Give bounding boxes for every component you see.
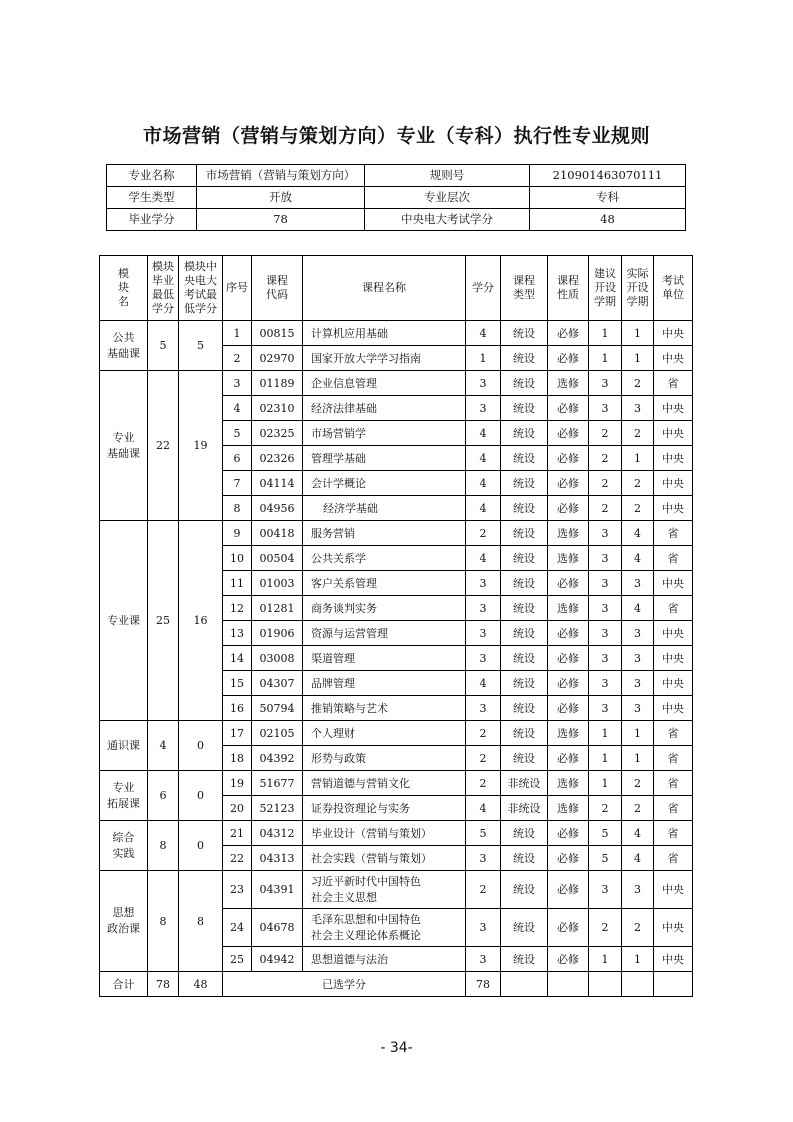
course-seq: 22 xyxy=(223,846,252,871)
course-actual-term: 1 xyxy=(622,746,654,771)
course-seq: 5 xyxy=(223,421,252,446)
course-exam-unit: 省 xyxy=(654,596,693,621)
course-code: 02325 xyxy=(252,421,303,446)
course-name: 会计学概论 xyxy=(303,471,466,496)
header-type: 课程 类型 xyxy=(501,256,548,321)
course-exam-unit: 省 xyxy=(654,546,693,571)
course-seq: 3 xyxy=(223,371,252,396)
course-suggest-term: 2 xyxy=(589,796,622,821)
course-actual-term: 3 xyxy=(622,621,654,646)
module-central-credit: 19 xyxy=(179,371,223,521)
course-actual-term: 4 xyxy=(622,546,654,571)
course-type: 非统设 xyxy=(501,771,548,796)
course-suggest-term: 3 xyxy=(589,646,622,671)
info-label: 中央电大考试学分 xyxy=(365,209,530,231)
header-code: 课程 代码 xyxy=(252,256,303,321)
course-name: 服务营销 xyxy=(303,521,466,546)
course-name: 思想道德与法治 xyxy=(303,947,466,972)
total-row xyxy=(100,972,693,997)
course-actual-term: 3 xyxy=(622,671,654,696)
course-nature: 选修 xyxy=(548,771,589,796)
course-exam-unit: 中央 xyxy=(654,446,693,471)
course-exam-unit: 中央 xyxy=(654,909,693,947)
header-min-credit: 模块 毕业 最低 学分 xyxy=(148,256,179,321)
info-label: 毕业学分 xyxy=(107,209,197,231)
module-name: 专业 基础课 xyxy=(100,371,148,521)
course-code: 04313 xyxy=(252,846,303,871)
course-seq: 21 xyxy=(223,821,252,846)
course-nature: 必修 xyxy=(548,346,589,371)
course-seq: 7 xyxy=(223,471,252,496)
course-code: 04678 xyxy=(252,909,303,947)
course-nature: 必修 xyxy=(548,671,589,696)
module-min-credit: 25 xyxy=(148,521,179,721)
course-seq: 23 xyxy=(223,871,252,909)
module-central-credit: 0 xyxy=(179,721,223,771)
info-value: 市场营销（营销与策划方向） xyxy=(197,165,365,187)
table-row xyxy=(100,521,693,546)
course-exam-unit: 省 xyxy=(654,371,693,396)
info-row-3 xyxy=(107,209,686,231)
course-exam-unit: 省 xyxy=(654,746,693,771)
course-nature: 必修 xyxy=(548,696,589,721)
course-actual-term: 2 xyxy=(622,496,654,521)
course-suggest-term: 1 xyxy=(589,746,622,771)
course-type: 统设 xyxy=(501,496,548,521)
course-name: 品牌管理 xyxy=(303,671,466,696)
course-nature: 必修 xyxy=(548,846,589,871)
course-table xyxy=(99,255,693,997)
course-credit: 4 xyxy=(466,421,501,446)
course-credit: 3 xyxy=(466,371,501,396)
course-actual-term: 3 xyxy=(622,696,654,721)
course-credit: 4 xyxy=(466,546,501,571)
header-credit: 学分 xyxy=(466,256,501,321)
course-seq: 1 xyxy=(223,321,252,346)
course-suggest-term: 1 xyxy=(589,947,622,972)
course-credit: 4 xyxy=(466,446,501,471)
course-actual-term: 4 xyxy=(622,596,654,621)
empty-cell xyxy=(589,972,622,997)
course-code: 02310 xyxy=(252,396,303,421)
course-suggest-term: 2 xyxy=(589,446,622,471)
course-name: 毛泽东思想和中国特色 社会主义理论体系概论 xyxy=(303,909,466,947)
course-nature: 选修 xyxy=(548,371,589,396)
course-nature: 必修 xyxy=(548,646,589,671)
course-seq: 8 xyxy=(223,496,252,521)
course-name: 推销策略与艺术 xyxy=(303,696,466,721)
course-nature: 必修 xyxy=(548,621,589,646)
module-name: 通识课 xyxy=(100,721,148,771)
course-nature: 必修 xyxy=(548,471,589,496)
module-min-credit: 8 xyxy=(148,821,179,871)
module-min-credit: 6 xyxy=(148,771,179,821)
course-exam-unit: 中央 xyxy=(654,871,693,909)
course-exam-unit: 中央 xyxy=(654,621,693,646)
module-central-credit: 0 xyxy=(179,821,223,871)
course-actual-term: 1 xyxy=(622,721,654,746)
course-name: 企业信息管理 xyxy=(303,371,466,396)
course-actual-term: 2 xyxy=(622,796,654,821)
course-type: 统设 xyxy=(501,571,548,596)
course-credit: 2 xyxy=(466,746,501,771)
module-central-credit: 5 xyxy=(179,321,223,371)
course-code: 01906 xyxy=(252,621,303,646)
course-code: 04956 xyxy=(252,496,303,521)
course-exam-unit: 省 xyxy=(654,771,693,796)
info-row-1 xyxy=(107,165,686,187)
course-suggest-term: 2 xyxy=(589,909,622,947)
course-actual-term: 3 xyxy=(622,646,654,671)
course-exam-unit: 中央 xyxy=(654,947,693,972)
total-central-credit: 48 xyxy=(179,972,223,997)
table-header-row xyxy=(100,256,693,321)
course-type: 统设 xyxy=(501,821,548,846)
course-type: 统设 xyxy=(501,696,548,721)
info-label: 专业名称 xyxy=(107,165,197,187)
course-name: 国家开放大学学习指南 xyxy=(303,346,466,371)
module-central-credit: 0 xyxy=(179,771,223,821)
course-credit: 3 xyxy=(466,696,501,721)
course-suggest-term: 2 xyxy=(589,421,622,446)
course-exam-unit: 中央 xyxy=(654,321,693,346)
course-suggest-term: 1 xyxy=(589,771,622,796)
course-name: 经济学基础 xyxy=(303,496,466,521)
table-row xyxy=(100,771,693,796)
course-actual-term: 2 xyxy=(622,471,654,496)
course-name: 公共关系学 xyxy=(303,546,466,571)
course-code: 01189 xyxy=(252,371,303,396)
module-min-credit: 4 xyxy=(148,721,179,771)
program-info-table xyxy=(106,164,686,231)
course-credit: 4 xyxy=(466,496,501,521)
course-nature: 选修 xyxy=(548,596,589,621)
course-type: 统设 xyxy=(501,746,548,771)
course-actual-term: 3 xyxy=(622,571,654,596)
course-code: 00504 xyxy=(252,546,303,571)
course-suggest-term: 3 xyxy=(589,596,622,621)
empty-cell xyxy=(622,972,654,997)
selected-credit-label: 已选学分 xyxy=(223,972,466,997)
info-value: 78 xyxy=(197,209,365,231)
course-nature: 必修 xyxy=(548,496,589,521)
info-row-2 xyxy=(107,187,686,209)
empty-cell xyxy=(654,972,693,997)
course-type: 统设 xyxy=(501,446,548,471)
course-exam-unit: 中央 xyxy=(654,346,693,371)
total-label: 合计 xyxy=(100,972,148,997)
course-code: 52123 xyxy=(252,796,303,821)
course-type: 统设 xyxy=(501,371,548,396)
course-seq: 6 xyxy=(223,446,252,471)
course-code: 04114 xyxy=(252,471,303,496)
course-code: 51677 xyxy=(252,771,303,796)
course-nature: 选修 xyxy=(548,796,589,821)
course-credit: 4 xyxy=(466,671,501,696)
course-type: 统设 xyxy=(501,346,548,371)
course-actual-term: 3 xyxy=(622,871,654,909)
course-actual-term: 2 xyxy=(622,371,654,396)
course-exam-unit: 省 xyxy=(654,721,693,746)
course-credit: 2 xyxy=(466,871,501,909)
course-type: 统设 xyxy=(501,947,548,972)
info-label: 专业层次 xyxy=(365,187,530,209)
course-nature: 选修 xyxy=(548,721,589,746)
course-nature: 必修 xyxy=(548,571,589,596)
course-type: 统设 xyxy=(501,396,548,421)
course-nature: 必修 xyxy=(548,746,589,771)
course-seq: 15 xyxy=(223,671,252,696)
course-code: 04312 xyxy=(252,821,303,846)
course-suggest-term: 1 xyxy=(589,721,622,746)
course-nature: 选修 xyxy=(548,521,589,546)
course-actual-term: 1 xyxy=(622,947,654,972)
module-min-credit: 22 xyxy=(148,371,179,521)
course-exam-unit: 中央 xyxy=(654,696,693,721)
course-type: 统设 xyxy=(501,546,548,571)
course-name: 经济法律基础 xyxy=(303,396,466,421)
course-credit: 3 xyxy=(466,571,501,596)
course-name: 资源与运营管理 xyxy=(303,621,466,646)
course-credit: 2 xyxy=(466,521,501,546)
course-code: 00418 xyxy=(252,521,303,546)
course-name: 市场营销学 xyxy=(303,421,466,446)
course-seq: 4 xyxy=(223,396,252,421)
course-suggest-term: 3 xyxy=(589,621,622,646)
module-name: 思想 政治课 xyxy=(100,871,148,972)
course-seq: 16 xyxy=(223,696,252,721)
course-code: 04391 xyxy=(252,871,303,909)
course-credit: 2 xyxy=(466,771,501,796)
course-nature: 选修 xyxy=(548,546,589,571)
course-type: 统设 xyxy=(501,521,548,546)
course-code: 01281 xyxy=(252,596,303,621)
course-name: 商务谈判实务 xyxy=(303,596,466,621)
course-name: 渠道管理 xyxy=(303,646,466,671)
course-exam-unit: 省 xyxy=(654,521,693,546)
course-suggest-term: 3 xyxy=(589,546,622,571)
course-credit: 4 xyxy=(466,321,501,346)
module-min-credit: 5 xyxy=(148,321,179,371)
course-suggest-term: 5 xyxy=(589,846,622,871)
course-exam-unit: 中央 xyxy=(654,421,693,446)
module-name: 综合 实践 xyxy=(100,821,148,871)
course-name: 证券投资理论与实务 xyxy=(303,796,466,821)
course-name: 客户关系管理 xyxy=(303,571,466,596)
course-code: 50794 xyxy=(252,696,303,721)
course-exam-unit: 省 xyxy=(654,821,693,846)
info-label: 规则号 xyxy=(365,165,530,187)
course-actual-term: 1 xyxy=(622,321,654,346)
course-type: 统设 xyxy=(501,596,548,621)
course-name: 计算机应用基础 xyxy=(303,321,466,346)
table-row xyxy=(100,321,693,346)
course-exam-unit: 中央 xyxy=(654,471,693,496)
info-value: 48 xyxy=(530,209,686,231)
course-credit: 3 xyxy=(466,909,501,947)
course-actual-term: 1 xyxy=(622,346,654,371)
total-selected-credit: 78 xyxy=(466,972,501,997)
course-code: 02970 xyxy=(252,346,303,371)
header-actual: 实际 开设 学期 xyxy=(622,256,654,321)
table-row xyxy=(100,871,693,909)
course-suggest-term: 3 xyxy=(589,571,622,596)
course-credit: 4 xyxy=(466,796,501,821)
course-credit: 3 xyxy=(466,947,501,972)
course-suggest-term: 3 xyxy=(589,671,622,696)
course-credit: 3 xyxy=(466,846,501,871)
course-actual-term: 2 xyxy=(622,909,654,947)
course-nature: 必修 xyxy=(548,421,589,446)
course-actual-term: 1 xyxy=(622,446,654,471)
course-actual-term: 2 xyxy=(622,421,654,446)
module-min-credit: 8 xyxy=(148,871,179,972)
module-name: 专业 拓展课 xyxy=(100,771,148,821)
course-name: 个人理财 xyxy=(303,721,466,746)
course-seq: 9 xyxy=(223,521,252,546)
empty-cell xyxy=(548,972,589,997)
course-code: 03008 xyxy=(252,646,303,671)
course-seq: 12 xyxy=(223,596,252,621)
course-name: 社会实践（营销与策划） xyxy=(303,846,466,871)
module-central-credit: 8 xyxy=(179,871,223,972)
course-nature: 必修 xyxy=(548,909,589,947)
course-seq: 17 xyxy=(223,721,252,746)
header-name: 课程名称 xyxy=(303,256,466,321)
course-type: 统设 xyxy=(501,621,548,646)
course-actual-term: 3 xyxy=(622,396,654,421)
course-type: 统设 xyxy=(501,846,548,871)
course-seq: 13 xyxy=(223,621,252,646)
header-nature: 课程 性质 xyxy=(548,256,589,321)
course-code: 04307 xyxy=(252,671,303,696)
course-credit: 3 xyxy=(466,621,501,646)
course-actual-term: 4 xyxy=(622,521,654,546)
course-suggest-term: 2 xyxy=(589,496,622,521)
course-suggest-term: 3 xyxy=(589,396,622,421)
module-name: 专业课 xyxy=(100,521,148,721)
course-seq: 14 xyxy=(223,646,252,671)
course-credit: 3 xyxy=(466,596,501,621)
course-seq: 18 xyxy=(223,746,252,771)
course-name: 管理学基础 xyxy=(303,446,466,471)
header-module: 模 块 名 xyxy=(100,256,148,321)
course-seq: 2 xyxy=(223,346,252,371)
table-row xyxy=(100,821,693,846)
header-central-min: 模块中 央电大 考试最 低学分 xyxy=(179,256,223,321)
course-nature: 必修 xyxy=(548,871,589,909)
course-suggest-term: 3 xyxy=(589,521,622,546)
course-seq: 10 xyxy=(223,546,252,571)
course-exam-unit: 中央 xyxy=(654,396,693,421)
page-title: 市场营销（营销与策划方向）专业（专科）执行性专业规则 xyxy=(142,125,650,147)
course-suggest-term: 3 xyxy=(589,871,622,909)
info-value: 开放 xyxy=(197,187,365,209)
total-min-credit: 78 xyxy=(148,972,179,997)
course-type: 统设 xyxy=(501,909,548,947)
course-credit: 1 xyxy=(466,346,501,371)
module-central-credit: 16 xyxy=(179,521,223,721)
info-value: 专科 xyxy=(530,187,686,209)
course-code: 04942 xyxy=(252,947,303,972)
header-unit: 考试 单位 xyxy=(654,256,693,321)
header-seq: 序号 xyxy=(223,256,252,321)
course-code: 02105 xyxy=(252,721,303,746)
course-actual-term: 2 xyxy=(622,771,654,796)
course-name: 营销道德与营销文化 xyxy=(303,771,466,796)
course-credit: 3 xyxy=(466,396,501,421)
module-name: 公共 基础课 xyxy=(100,321,148,371)
info-label: 学生类型 xyxy=(107,187,197,209)
course-credit: 2 xyxy=(466,721,501,746)
course-nature: 必修 xyxy=(548,321,589,346)
course-actual-term: 4 xyxy=(622,821,654,846)
course-nature: 必修 xyxy=(548,396,589,421)
course-suggest-term: 3 xyxy=(589,696,622,721)
course-name: 形势与政策 xyxy=(303,746,466,771)
course-name: 毕业设计（营销与策划） xyxy=(303,821,466,846)
course-nature: 必修 xyxy=(548,446,589,471)
course-code: 02326 xyxy=(252,446,303,471)
course-exam-unit: 省 xyxy=(654,846,693,871)
course-suggest-term: 5 xyxy=(589,821,622,846)
course-seq: 24 xyxy=(223,909,252,947)
course-exam-unit: 中央 xyxy=(654,646,693,671)
course-code: 00815 xyxy=(252,321,303,346)
course-actual-term: 4 xyxy=(622,846,654,871)
header-suggest: 建议 开设 学期 xyxy=(589,256,622,321)
course-type: 统设 xyxy=(501,721,548,746)
course-type: 统设 xyxy=(501,871,548,909)
empty-cell xyxy=(501,972,548,997)
course-seq: 20 xyxy=(223,796,252,821)
course-credit: 5 xyxy=(466,821,501,846)
course-name: 习近平新时代中国特色 社会主义思想 xyxy=(303,871,466,909)
course-suggest-term: 1 xyxy=(589,321,622,346)
table-row xyxy=(100,721,693,746)
course-type: 统设 xyxy=(501,321,548,346)
course-type: 统设 xyxy=(501,421,548,446)
course-nature: 必修 xyxy=(548,947,589,972)
course-seq: 19 xyxy=(223,771,252,796)
info-value: 210901463070111 xyxy=(530,165,686,187)
course-suggest-term: 1 xyxy=(589,346,622,371)
course-credit: 4 xyxy=(466,471,501,496)
course-type: 非统设 xyxy=(501,796,548,821)
course-exam-unit: 中央 xyxy=(654,571,693,596)
course-type: 统设 xyxy=(501,646,548,671)
table-row xyxy=(100,371,693,396)
course-seq: 25 xyxy=(223,947,252,972)
course-credit: 3 xyxy=(466,646,501,671)
page-number: - 34- xyxy=(380,1040,413,1056)
course-code: 01003 xyxy=(252,571,303,596)
course-suggest-term: 3 xyxy=(589,371,622,396)
course-type: 统设 xyxy=(501,671,548,696)
course-nature: 必修 xyxy=(548,821,589,846)
course-seq: 11 xyxy=(223,571,252,596)
course-suggest-term: 2 xyxy=(589,471,622,496)
course-exam-unit: 中央 xyxy=(654,671,693,696)
course-type: 统设 xyxy=(501,471,548,496)
course-exam-unit: 省 xyxy=(654,796,693,821)
course-code: 04392 xyxy=(252,746,303,771)
course-exam-unit: 中央 xyxy=(654,496,693,521)
